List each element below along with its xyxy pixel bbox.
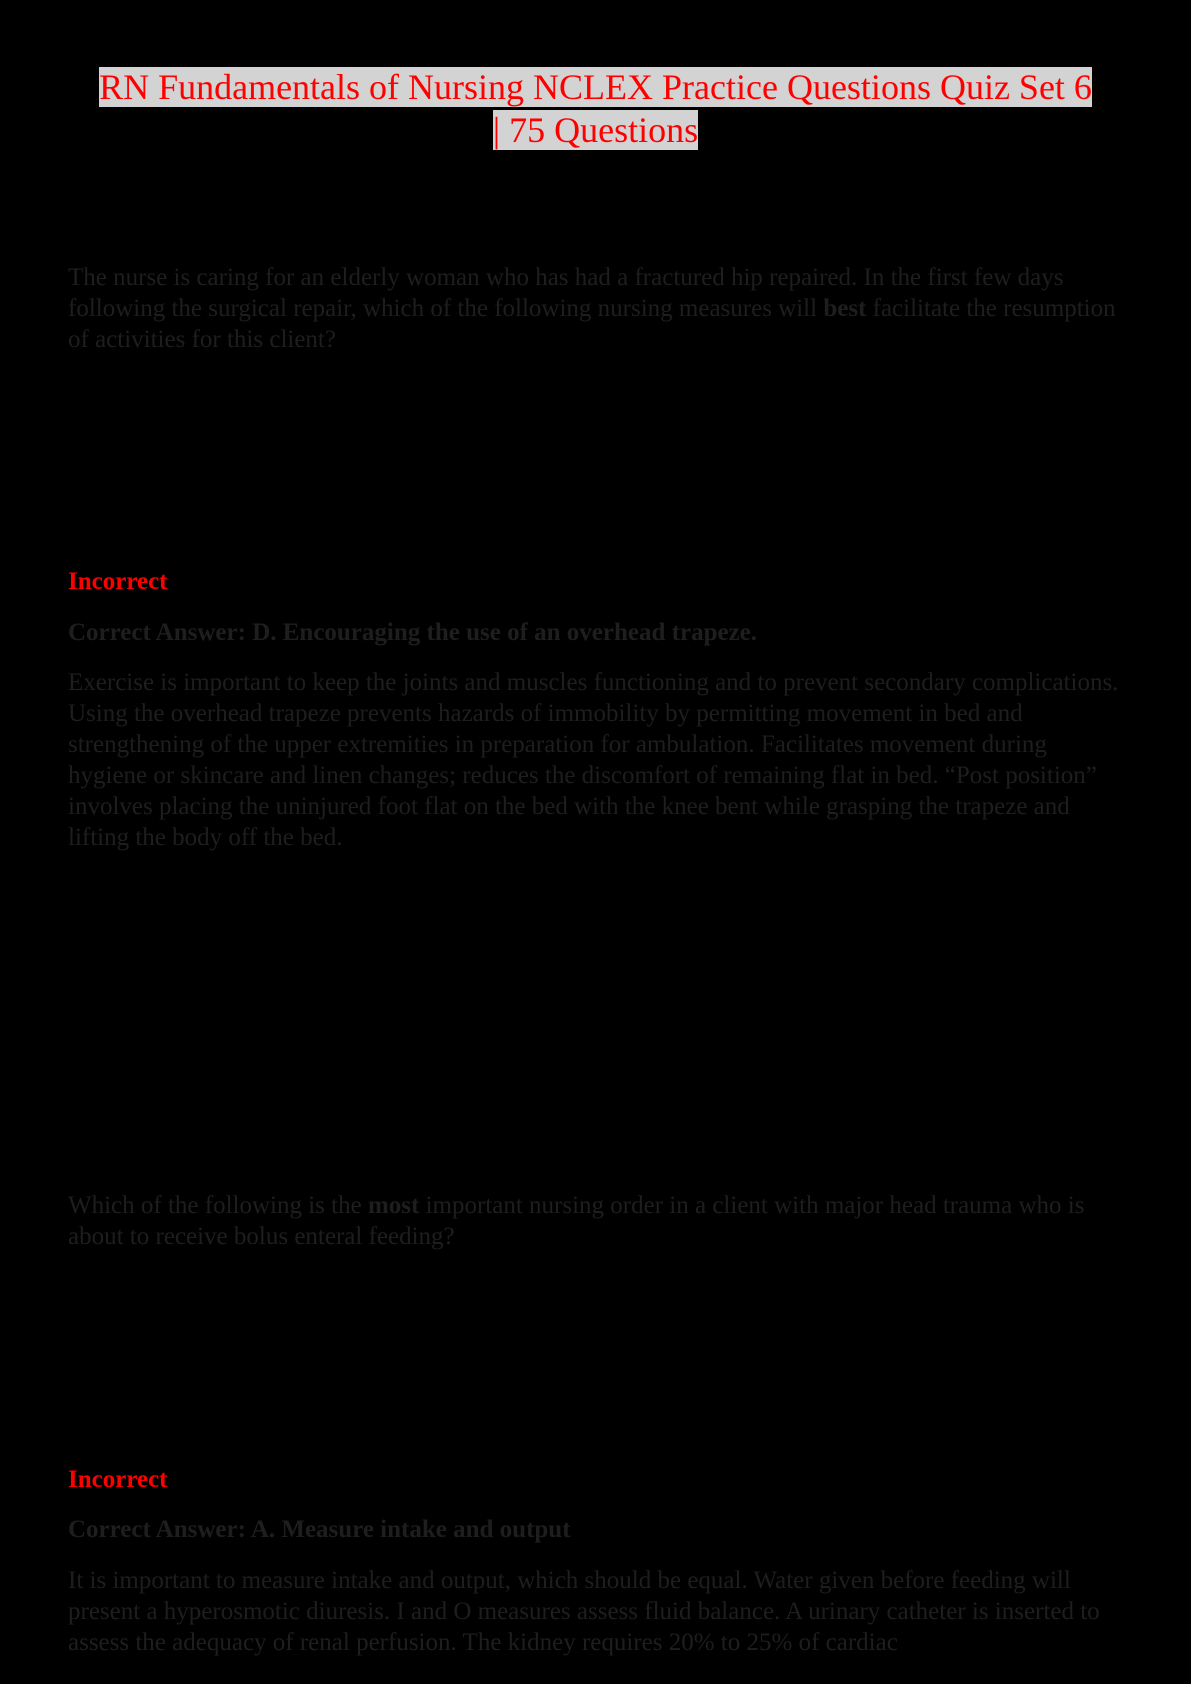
question-2-stem-emphasis: most xyxy=(367,1192,420,1219)
question-2-rationale: It is important to measure intake and output, which should be equal. Water given before feeding will present a hyperosmotic diuresis. I and O measures assess fluid balance. A urinary catheter is inserted to assess the adequacy of renal perfusion. The kidney requires 20% to 25% of cardiac xyxy=(68,1567,1100,1656)
question-2-correct-answer: Correct Answer: A. Measure intake and output xyxy=(68,1516,571,1543)
question-2-status: Incorrect xyxy=(68,1466,168,1493)
title-line-1: RN Fundamentals of Nursing NCLEX Practice Questions Quiz Set 6 xyxy=(99,67,1092,107)
question-2-stem xyxy=(68,1190,1124,1252)
question-1-correct-answer: Correct Answer: D. Encouraging the use of an overhead trapeze. xyxy=(68,619,758,646)
question-2-stem-text: Which of the following is the xyxy=(68,1192,368,1219)
question-1-rationale: Exercise is important to keep the joints and muscles functioning and to prevent secondary complications. Using the overhead trapeze prevents hazards of immobility by permitting movement in bed and strengthening of the upper extremities in preparation for ambulation. Facilitates movement during hygiene or skincare and linen changes; reduces the discomfort of remaining flat in bed. “Post position” involves placing the uninjured foot flat on the bed with the knee bent while grasping the trapeze and lifting the body off the bed. xyxy=(68,669,1119,851)
question-1-stem-text: The nurse is caring for an elderly woman who has had a fractured hip repaired. In the first few days following the surgical repair, which of the following nursing measures will xyxy=(68,264,1064,322)
page-title xyxy=(60,66,1131,152)
title-line-2: | 75 Questions xyxy=(492,110,699,150)
question-1-status: Incorrect xyxy=(68,568,168,595)
question-1-stem-emphasis: best xyxy=(823,295,867,322)
question-1-stem-text-end: facilitate the resumption of activities for this client? xyxy=(68,295,1116,353)
question-1-stem xyxy=(68,262,1124,355)
question-2-stem-text-end: important nursing order in a client with major head trauma who is about to receive bolus enteral feeding? xyxy=(68,1192,1085,1250)
